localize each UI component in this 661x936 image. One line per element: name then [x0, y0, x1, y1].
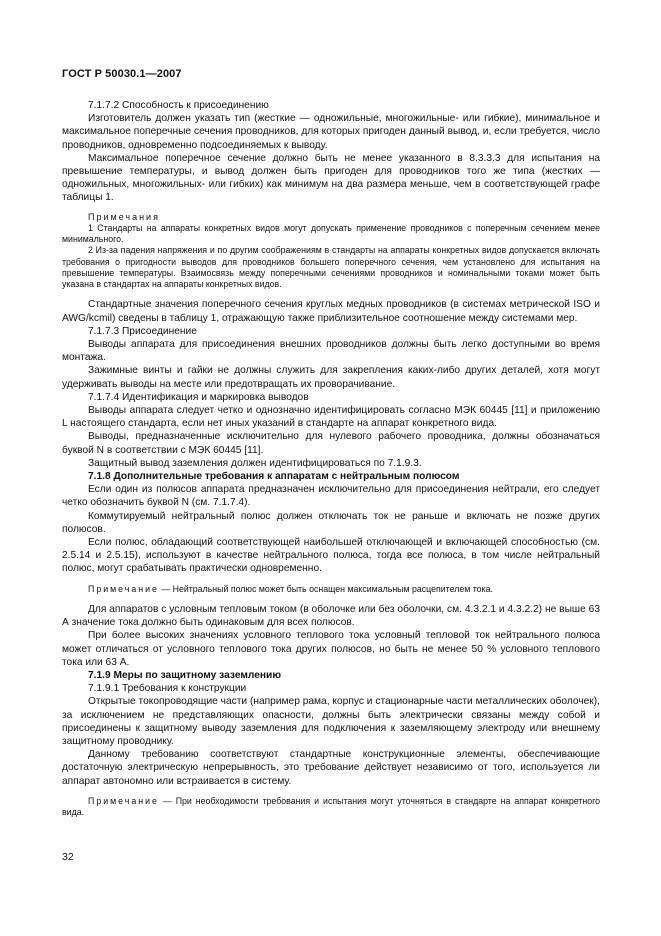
- paragraph: Выводы аппарата следует четко и однозначно идентифицировать согласно МЭК 60445 [11] и приложению L настоящего стандарта, если нет иных указаний в стандарте на аппарат конкретного вида.: [62, 405, 600, 430]
- section-7-1-7-4-title: 7.1.7.4 Идентификация и маркировка выводов: [88, 391, 309, 403]
- paragraph: Если полюс, обладающий соответствующей наибольшей отключающей и включающей способностью (см. 2.5.14 и 2.5.15), используют в качестве нейтрального полюса, тогда все полюса, в том числе нейтральный полюс, могут срабатывать практически одновременно.: [62, 537, 600, 575]
- page-body: [62, 99, 600, 818]
- section-7-1-9-1-title: 7.1.9.1 Требования к конструкции: [88, 683, 247, 695]
- note: [62, 796, 600, 819]
- paragraph: Стандартные значения поперечного сечения круглых медных проводников (в системах метрической ISO и AWG/kcmil) сведены в таблицу 1, отражающую также приблизительное соотношение между системами мер.: [62, 299, 600, 324]
- section-7-1-7-2-title: 7.1.7.2 Способность к присоединению: [88, 100, 269, 111]
- note-text: — При необходимости требования и испытания могут уточняться в стандарте на аппарат конкретного вида.: [62, 795, 600, 818]
- note-text: — Нейтральный полюс может быть оснащен максимальным расцепителем тока.: [158, 583, 493, 594]
- paragraph: Выводы аппарата для присоединения внешних проводников должны быть легко доступными во время монтажа.: [62, 339, 600, 364]
- section-7-1-9-title: 7.1.9 Меры по защитному заземлению: [88, 669, 282, 681]
- paragraph: Коммутируемый нейтральный полюс должен отключать ток не раньше и включать не позже других полюсов.: [62, 510, 600, 535]
- note-label: Примечание: [88, 795, 159, 806]
- section-7-1-8-title: 7.1.8 Дополнительные требования к аппаратам с нейтральным полюсом: [88, 471, 460, 483]
- section-7-1-7-3-title: 7.1.7.3 Присоединение: [88, 325, 197, 337]
- paragraph: При более высоких значениях условного теплового тока условный тепловой ток нейтрального полюса может отличаться от условного теплового тока других полюсов, но быть не менее 50 % условного теплового тока или 63 А.: [62, 630, 600, 668]
- paragraph: Для аппаратов с условным тепловым током (в оболочке или без оболочки, см. 4.3.2.1 и 4.3.2.2) не выше 63 А значение тока должно быть одинаковым для всех полюсов.: [62, 603, 600, 629]
- notes-heading: Примечания: [88, 211, 160, 222]
- note-label: Примечание: [88, 583, 159, 594]
- note-item: 1 Стандарты на аппараты конкретных видов могут допускать применение проводников с поперечным сечением менее минимального.: [62, 222, 600, 244]
- paragraph: Максимальное поперечное сечение должно быть не менее указанного в 8.3.3.3 для испытания на превышение температуры, и вывод должен быть пригоден для проводников того же типа (жестких — одножильных, многожильных- или гибких) как минимум на два размера меньше, чем в соответствующей графе таблицы 1.: [62, 152, 600, 204]
- paragraph: Зажимные винты и гайки не должны служить для закрепления каких-либо других деталей, хотя могут удерживать выводы на месте или предотвращать их проворачивание.: [62, 365, 600, 390]
- paragraph: Данному требованию соответствуют стандартные конструкционные элементы, обеспечивающие достаточную электрическую непрерывность, это требование действует независимо от того, используется ли аппарат автономно или встраивается в систему.: [62, 749, 600, 787]
- paragraph: Выводы, предназначенные исключительно для нулевого рабочего проводника, должны обозначаться буквой N в соответствии с МЭК 60445 [11].: [62, 431, 600, 456]
- paragraph: Если один из полюсов аппарата предназначен исключительно для присоединения нейтрали, его следует четко обозначить буквой N (см. 7.1.7.4).: [62, 484, 600, 509]
- document-header: ГОСТ Р 50030.1—2007: [62, 68, 182, 80]
- note: [62, 584, 600, 595]
- note-item: 2 Из-за падения напряжения и по другим соображениям в стандарты на аппараты конкретных видов допускается включать требования о пригодности выводов для проводников большего поперечного сечения, чем установлено для испытания на превышение температуры. Взаимосвязь между поперечными сечениями проводников и номинальными токами может быть указана в стандартах на аппараты конкретных видов.: [62, 245, 600, 290]
- paragraph: Изготовитель должен указать тип (жесткие — одножильные, многожильные- или гибкие), минимальное и максимальное поперечные сечения проводников, для которых пригоден данный вывод, и, если требуется, число проводников, одновременно подсоединяемых к выводу.: [62, 113, 600, 151]
- page-number: 32: [62, 851, 74, 863]
- paragraph: Защитный вывод заземления должен идентифицироваться по 7.1.9.3.: [88, 457, 422, 469]
- paragraph: Открытые токопроводящие части (например рама, корпус и стационарные части металлических оболочек), за исключением не представляющих опасности, должны быть электрически связаны между собой и присоединены к защитному выводу заземления для подключения к заземляющему электроду или внешнему защитному проводнику.: [62, 696, 600, 747]
